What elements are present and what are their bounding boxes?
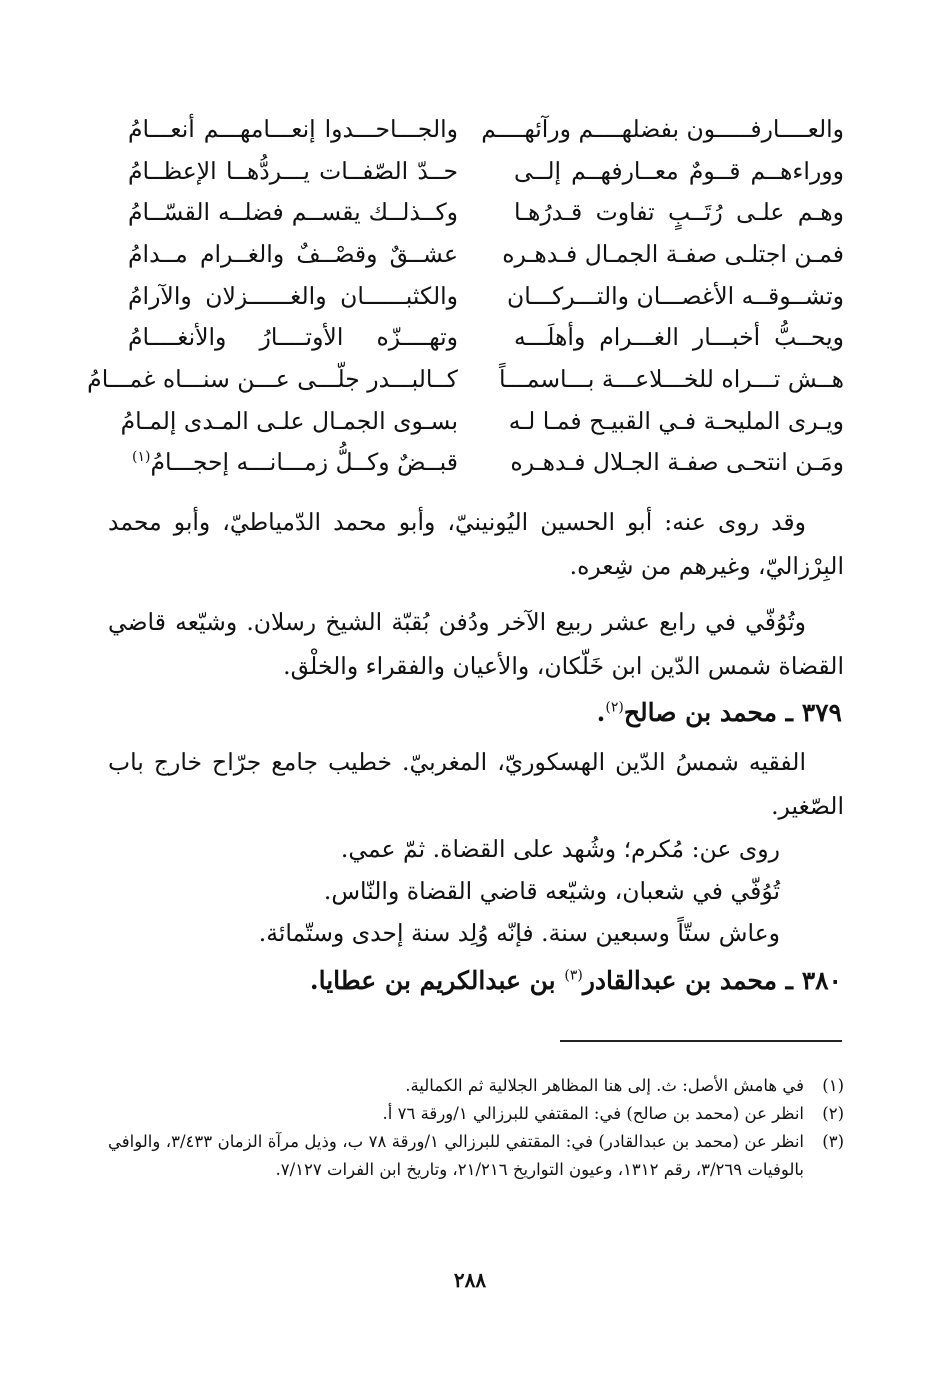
footnote-number: (١) bbox=[822, 1076, 844, 1095]
poem-verse bbox=[108, 275, 844, 317]
verse-left-hemistich: والكثبــــــان والغــــــزلان والآرامُ bbox=[128, 281, 458, 310]
entry-380-title-rest: بن عبدالكريم بن عطايا. bbox=[309, 966, 556, 995]
footnote-number: (٣) bbox=[822, 1132, 844, 1151]
verse-right-hemistich: ومَـن انتحـى صفـة الجـلال فـدهـره bbox=[510, 448, 844, 477]
verse-left-hemistich: وتهــــزّه الأوتــــارُ والأنغــــامُ bbox=[128, 323, 458, 352]
footnote-marker: (١) bbox=[132, 449, 151, 466]
entry-380-title: ٣٨٠ ـ محمد بن عبدالقادر bbox=[582, 966, 842, 995]
footnote bbox=[108, 1072, 844, 1100]
footnote bbox=[108, 1128, 844, 1184]
text-line: وعاش ستّاً وسبعين سنة. فإنّه وُلِد سنة إحدى وستّمائة. bbox=[258, 919, 780, 947]
footnote-marker: (٢) bbox=[605, 699, 624, 716]
poem-verse bbox=[108, 233, 844, 275]
entry-379-title: ٣٧٩ ـ محمد بن صالح bbox=[623, 698, 842, 727]
footnote-separator bbox=[560, 1040, 842, 1042]
verse-left-text: قبــضٌ وكــلُّ زمـــانـــه إحجـــامُ bbox=[150, 448, 458, 477]
verse-left-hemistich: بسـوى الجمـال علـى المـدى إلمـامُ bbox=[120, 406, 458, 435]
footnote-number: (٢) bbox=[822, 1104, 844, 1123]
verse-right-hemistich: وهـم علـى رُتَــبٍ تفاوت قـدرُهـا bbox=[514, 198, 844, 227]
verse-left-hemistich: كــالبـــدر جلّـــى عـــن سنـــاه غمـــامُ bbox=[87, 364, 458, 393]
verse-left-hemistich: وكــذلــك يقســم فضلــه القسّــامُ bbox=[128, 198, 458, 227]
verse-right-hemistich: ووراءهــم قــومٌ معــارفهــم إلــى bbox=[514, 156, 844, 185]
poem-verse bbox=[87, 358, 844, 400]
poem-verse bbox=[108, 442, 844, 484]
entry-379-lines bbox=[108, 828, 780, 954]
entry-379-description: الفقيه شمسُ الدّين الهسكوريّ، المغربيّ. خطيب جامع جرّاح خارج باب الصّغير. bbox=[108, 748, 844, 820]
verse-right-hemistich: هــش تـــراه للخـــلاعـــة بـــاسمـــاً bbox=[498, 364, 844, 393]
footnote-text: في هامش الأصل: ث. إلى هنا المظاهر الجلالية ثم الكمالية. bbox=[405, 1076, 804, 1095]
verse-left-hemistich: عشــقٌ وقصْــفٌ والغــرام مــدامُ bbox=[128, 239, 458, 268]
poem-verse bbox=[108, 316, 844, 358]
poem-verse bbox=[108, 150, 844, 192]
poem-verse bbox=[108, 108, 844, 150]
verse-right-hemistich: فمـن اجتلـى صفـة الجمـال فـدهـره bbox=[502, 239, 844, 268]
entry-380-heading bbox=[310, 966, 842, 995]
paragraph-narrators: وقد روى عنه: أبو الحسين اليُونينيّ، وأبو محمد الدّمياطيّ، وأبو محمد البِرْزاليّ، وغيرهم من شِعره. bbox=[108, 508, 844, 580]
verse-left-hemistich bbox=[128, 448, 458, 476]
verse-left-hemistich: حــدّ الصّفــات يـــردُّهــا الإعظــامُ bbox=[128, 156, 458, 185]
verse-right-hemistich: ويحــبُّ أخبـــار الغـــرام وأهلَـــه bbox=[514, 323, 844, 352]
text-line: روى عن: مُكرم؛ وشُهد على القضاة. ثمّ عمي. bbox=[340, 835, 780, 863]
entry-379-end: . bbox=[596, 698, 606, 727]
verse-right-hemistich: والعــــارفـــــون بفضلهــــم ورآئهــــم bbox=[481, 114, 844, 143]
verse-right-hemistich: ويـرى المليحـة فـي القبيـح فمـا لـه bbox=[508, 406, 844, 435]
paragraph-death: وتُوُفّي في رابع عشر ربيع الآخر ودُفن بُقبّة الشيخ رسلان. وشيّعه قاضي القضاة شمس الدّين ابن خَلّكان، والأعيان والفقراء والخلْق. bbox=[108, 608, 844, 680]
footnotes bbox=[108, 1072, 844, 1184]
footnote-text: انظر عن (محمد بن عبدالقادر) في: المقتفي للبرزالي ١/ورقة ٧٨ ب، وذيل مرآة الزمان ٣/٤٣٣، والوافي بالوفيات ٣/٢٦٩، رقم ١٣١٢، وعيون التواريخ ٢١/٢١٦، وتاريخ ابن الفرات ٧/١٢٧. bbox=[108, 1132, 805, 1179]
footnote-marker: (٣) bbox=[564, 967, 583, 984]
poem-verse bbox=[108, 400, 844, 442]
poem bbox=[87, 108, 844, 483]
footnote-text: انظر عن (محمد بن صالح) في: المقتفي للبرزالي ١/ورقة ٧٦ أ. bbox=[382, 1104, 804, 1123]
verse-left-hemistich: والجـــاحـــدوا إنعـــامهـــم أنعـــامُ bbox=[128, 114, 458, 143]
poem-verse bbox=[108, 191, 844, 233]
footnote bbox=[108, 1100, 844, 1128]
verse-right-hemistich: وتشــوقــه الأغصـــان والتـــركـــان bbox=[507, 281, 844, 310]
entry-379-heading bbox=[597, 698, 842, 727]
page-number: ٢٨٨ bbox=[453, 1268, 487, 1292]
text-line: تُوُفّي في شعبان، وشيّعه قاضي القضاة والنّاس. bbox=[323, 877, 780, 905]
